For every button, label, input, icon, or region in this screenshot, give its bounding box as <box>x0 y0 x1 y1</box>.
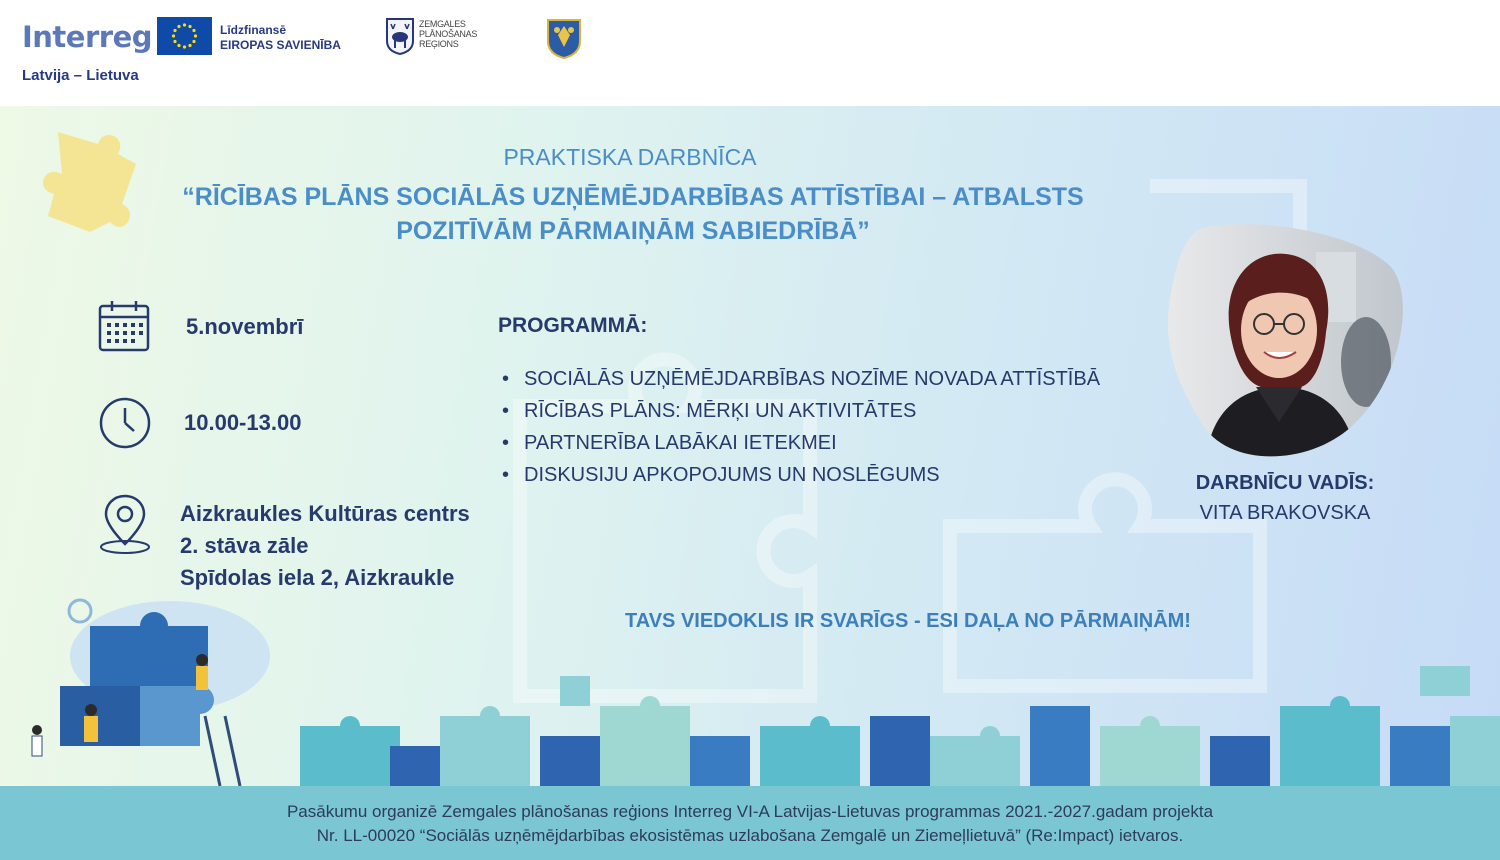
footer-line-2: Nr. LL-00020 “Sociālās uzņēmējdarbības ekosistēmas uzlabošana Zemgalē un Ziemeļlietuvā” (Re:Impact) ietvaros. <box>316 826 1184 845</box>
puzzle-border <box>0 666 1500 786</box>
footer-text <box>0 800 1500 848</box>
interreg-logo: Interreg <box>22 20 152 54</box>
program-item: • DISKUSIJU APKOPOJUMS UN NOSLĒGUMS <box>498 459 1100 491</box>
program-heading: PROGRAMMĀ: <box>498 314 648 337</box>
footer <box>0 786 1500 860</box>
leader-name: VITA BRAKOVSKA <box>1199 502 1371 524</box>
location-line-1: Aizkraukles Kultūras centrs <box>180 501 470 526</box>
zpr-text <box>419 19 477 49</box>
clock-icon <box>98 396 152 450</box>
program-item: • SOCIĀLĀS UZŅĒMĒJDARBĪBAS NOZĪME NOVADA ATTĪSTĪBĀ <box>498 363 1100 395</box>
event-location <box>180 498 470 594</box>
event-time: 10.00-13.00 <box>184 410 302 435</box>
leader-label: DARBNĪCU VADĪS: <box>1195 472 1375 494</box>
zpr-line-1: ZEMGALES <box>419 19 466 29</box>
location-pin-icon <box>98 492 152 556</box>
eu-line-1: Līdzfinansē <box>220 23 287 37</box>
event-title-line-1: “RĪCĪBAS PLĀNS SOCIĀLĀS UZŅĒMĒJDARBĪBAS ATTĪSTĪBAI – ATBALSTS <box>182 183 1084 211</box>
leader-photo <box>1166 222 1406 460</box>
event-date: 5.novembrī <box>186 314 304 339</box>
interreg-region: Latvija – Lietuva <box>22 67 139 84</box>
calendar-icon <box>98 300 150 352</box>
elk-emblem-icon <box>385 17 415 55</box>
eu-line-2: EIROPAS SAVIENĪBA <box>220 38 341 52</box>
coat-of-arms-icon <box>546 17 582 59</box>
header <box>0 0 1500 106</box>
location-line-3: Spīdolas iela 2, Aizkraukle <box>180 565 455 590</box>
eu-cofinance-text <box>220 23 341 53</box>
eu-flag-icon <box>157 17 212 55</box>
event-title <box>0 180 1266 248</box>
event-title-line-2: POZITĪVĀM PĀRMAIŅĀM SABIEDRĪBĀ” <box>396 217 870 245</box>
zpr-line-3: REĢIONS <box>419 39 459 49</box>
program-item: • RĪCĪBAS PLĀNS: MĒRĶI UN AKTIVITĀTES <box>498 395 1100 427</box>
zpr-line-2: PLĀNOŠANAS <box>419 29 478 39</box>
event-type: PRAKTISKA DARBNĪCA <box>503 144 757 170</box>
program-item: • PARTNERĪBA LABĀKAI IETEKMEI <box>498 427 1100 459</box>
slogan: TAVS VIEDOKLIS IR SVARĪGS - ESI DAĻA NO PĀRMAIŅĀM! <box>625 610 1191 632</box>
location-line-2: 2. stāva zāle <box>180 533 309 558</box>
footer-line-1: Pasākumu organizē Zemgales plānošanas reģions Interreg VI-A Latvijas-Lietuvas programmas 2021.-2027.gadam projekta <box>286 802 1214 821</box>
program-list <box>498 363 1100 491</box>
